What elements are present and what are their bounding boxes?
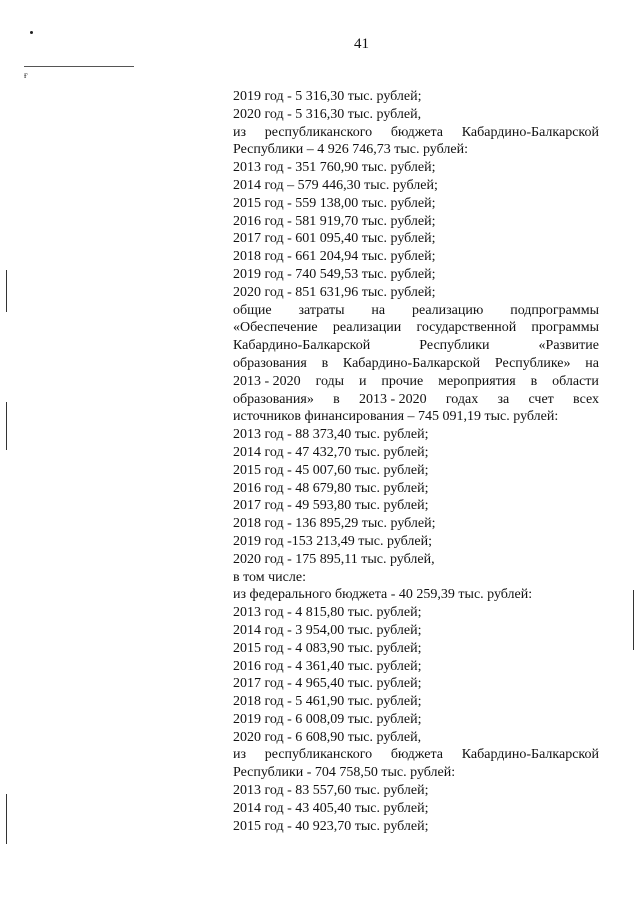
text-line: 2014 год - 47 432,70 тыс. рублей; (233, 444, 429, 460)
text-line (233, 391, 599, 409)
text-line: Республики – 4 926 746,73 тыс. рублей: (233, 142, 468, 158)
text-line: 2013 год - 351 760,90 тыс. рублей; (233, 160, 436, 176)
text-line: 2018 год - 661 204,94 тыс. рублей; (233, 249, 436, 265)
text-word: образования (233, 355, 307, 371)
text-word: бюджета (390, 747, 444, 763)
text-word: «Обеспечение (233, 320, 318, 336)
text-line: 2019 год - 6 008,09 тыс. рублей; (233, 711, 422, 727)
text-word: из (233, 747, 247, 763)
text-line: 2019 год - 740 549,53 тыс. рублей; (233, 266, 436, 282)
text-word: Республики (419, 338, 490, 354)
text-line: 2016 год - 48 679,80 тыс. рублей; (233, 480, 429, 496)
text-word: подпрограммы (510, 302, 599, 318)
text-line: в том числе: (233, 569, 306, 585)
text-line: 2013 год - 4 815,80 тыс. рублей; (233, 605, 422, 621)
text-line: 2017 год - 4 965,40 тыс. рублей; (233, 676, 422, 692)
text-word: мероприятия (438, 373, 516, 389)
text-line: 2020 год - 6 608,90 тыс. рублей, (233, 729, 422, 745)
text-line: 2016 год - 581 919,70 тыс. рублей; (233, 213, 436, 229)
text-line: 2020 год - 5 316,30 тыс. рублей, (233, 106, 422, 122)
text-word: на (371, 302, 386, 318)
text-line: 2014 год – 579 446,30 тыс. рублей; (233, 177, 438, 193)
text-line: 2019 год - 5 316,30 тыс. рублей; (233, 89, 422, 104)
text-word: из (233, 124, 247, 140)
scan-mark-tick: ғ (24, 70, 28, 80)
text-line: 2018 год - 136 895,29 тыс. рублей; (233, 516, 436, 532)
text-line: 2016 год - 4 361,40 тыс. рублей; (233, 658, 422, 674)
text-line: 2014 год - 43 405,40 тыс. рублей; (233, 800, 429, 816)
text-word: Кабардино-Балкарской (342, 355, 481, 371)
text-line: 2018 год - 5 461,90 тыс. рублей; (233, 694, 422, 710)
text-line (233, 373, 599, 391)
text-word: Республике» (494, 355, 571, 371)
text-word: реализацию (411, 302, 484, 318)
text-word: Кабардино-Балкарской (233, 338, 371, 354)
text-line (233, 337, 599, 355)
text-line: 2015 год - 559 138,00 тыс. рублей; (233, 195, 436, 211)
text-line: 2020 год - 175 895,11 тыс. рублей, (233, 551, 435, 567)
text-line: из федерального бюджета - 40 259,39 тыс. рублей: (233, 587, 533, 603)
page-number: 41 (354, 36, 369, 52)
text-line (233, 746, 599, 764)
document-text (233, 88, 599, 835)
text-word: годы (315, 373, 345, 389)
text-line: 2015 год - 4 083,90 тыс. рублей; (233, 640, 422, 656)
text-line: 2020 год - 851 631,96 тыс. рублей; (233, 284, 436, 300)
text-line: 2013 год - 88 373,40 тыс. рублей; (233, 427, 429, 443)
text-word: области (552, 373, 599, 389)
text-word: 2013 - 2020 (233, 373, 301, 389)
scan-edge-bar-left-1 (6, 270, 7, 312)
text-line: 2014 год - 3 954,00 тыс. рублей; (233, 622, 422, 638)
text-word: счет (528, 391, 554, 407)
text-line: 2015 год - 40 923,70 тыс. рублей; (233, 818, 429, 834)
text-line: источников финансирования – 745 091,19 тыс. рублей: (233, 409, 559, 425)
text-line (233, 355, 599, 373)
text-word: реализации (332, 320, 402, 336)
text-word: общие (233, 302, 272, 318)
text-word: 2013 - 2020 (358, 391, 427, 407)
text-word: программы (531, 320, 599, 336)
text-word: Кабардино-Балкарской (461, 124, 599, 140)
text-word: в (333, 391, 340, 407)
text-line (233, 124, 599, 142)
text-word: «Развитие (538, 338, 599, 354)
scan-mark-dot (30, 31, 33, 34)
text-word: образования» (233, 391, 314, 407)
text-word: государственной (416, 320, 517, 336)
scan-mark-line (24, 66, 134, 67)
scan-edge-bar-right-1 (633, 590, 634, 650)
text-word: в (530, 373, 538, 389)
text-word: и (358, 373, 367, 389)
text-line (233, 302, 599, 320)
text-line: 2017 год - 49 593,80 тыс. рублей; (233, 498, 429, 514)
text-line: 2015 год - 45 007,60 тыс. рублей; (233, 462, 429, 478)
scan-edge-bar-left-3 (6, 794, 7, 844)
text-word: за (497, 391, 510, 407)
text-word: Кабардино-Балкарской (461, 747, 599, 763)
text-word: на (585, 355, 599, 371)
text-word: в (321, 355, 329, 371)
text-line: Республики - 704 758,50 тыс. рублей: (233, 765, 456, 781)
text-line: 2013 год - 83 557,60 тыс. рублей; (233, 783, 429, 799)
text-line: 2019 год -153 213,49 тыс. рублей; (233, 533, 433, 549)
text-word: республиканского (264, 747, 373, 763)
text-word: затраты (298, 302, 345, 318)
scan-edge-bar-left-2 (6, 402, 7, 450)
text-word: прочие (381, 373, 424, 389)
text-line (233, 319, 599, 337)
text-word: всех (573, 391, 599, 407)
text-word: республиканского (264, 124, 373, 140)
text-line: 2017 год - 601 095,40 тыс. рублей; (233, 231, 436, 247)
text-word: годах (445, 391, 479, 407)
text-word: бюджета (390, 124, 444, 140)
